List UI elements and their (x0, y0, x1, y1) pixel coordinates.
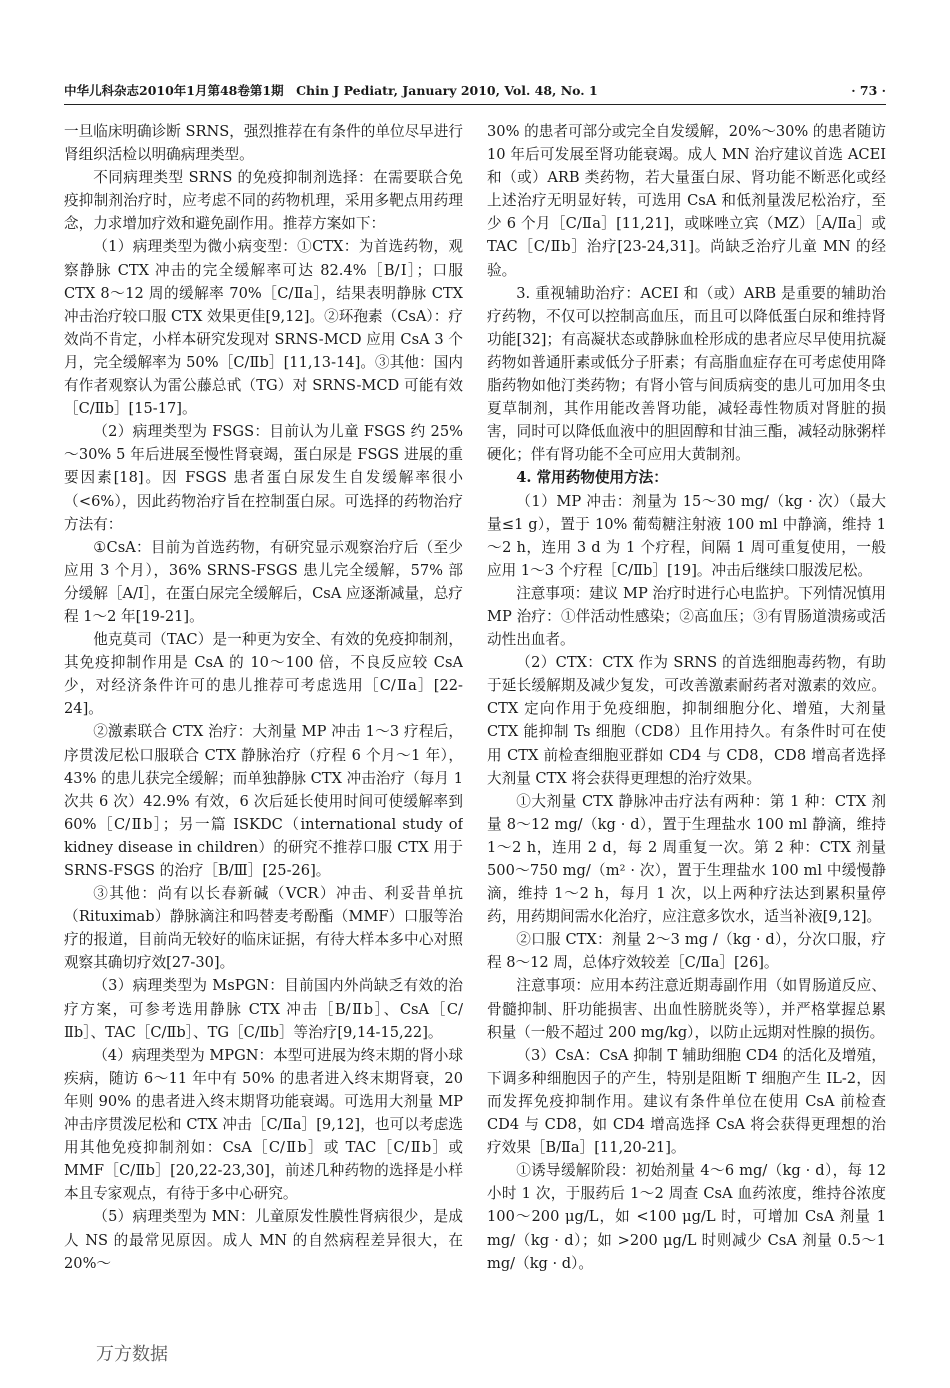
right-column (487, 120, 886, 1338)
paragraph: ①诱导缓解阶段：初始剂量 4～6 mg/（kg · d），每 12 小时 1 次，于服药后 1～2 周查 CsA 血药浓度，维持谷浓度 100～200 μg/L，如 <100 μg/L 时，可增加 CsA 剂量 1 mg/（kg · d）；如 >200 μg/L 时则减少 CsA 剂量 0.5～1 mg/（kg · d）。 (487, 1162, 886, 1272)
paragraph: （3）CsA：CsA 抑制 T 辅助细胞 CD4 的活化及增殖，下调多种细胞因子的产生，特别是阻断 T 细胞产生 IL-2，因而发挥免疫抑制作用。建议有条件单位在使用 CsA 前检查 CD4 与 CD8，如 CD4 增高选择 CsA 将会获得更理想的治疗效果［B/Ⅱa］[11,20-21]。 (487, 1046, 886, 1157)
paragraph: ①CsA：目前为首选药物，有研究显示观察治疗后（至少应用 3 个月），36% SRNS-FSGS 患儿完全缓解，57% 部分缓解［A/Ⅰ］，在蛋白尿完全缓解后，CsA 应逐渐减量，总疗程 1～2 年[19-21]。 (64, 538, 463, 625)
paragraph: ②口服 CTX：剂量 2～3 mg /（kg · d），分次口服，疗程 8～12 周，总体疗效较差［C/Ⅱa］[26]。 (487, 931, 886, 972)
paragraph: 注意事项：应用本药注意近期毒副作用（如胃肠道反应、骨髓抑制、肝功能损害、出血性膀胱炎等），并严格掌握总累积量（一般不超过 200 mg/kg），以防止远期对性腺的损伤。 (487, 977, 886, 1041)
paragraph: 3. 重视辅助治疗：ACEI 和（或）ARB 是重要的辅助治疗药物，不仅可以控制高血压，而且可以降低蛋白尿和维持肾功能[32]；有高凝状态或静脉血栓形成的患者应尽早使用抗凝药物如普通肝素或低分子肝素；有高脂血症存在可考虑使用降脂药物如他汀类药物；有肾小管与间质病变的患儿可加用冬虫夏草制剂，其作用能改善肾功能，减轻毒性物质对肾脏的损害，同时可以降低血液中的胆固醇和甘油三酯，减轻动脉粥样硬化；伴有肾功能不全可应用大黄制剂。 (487, 284, 886, 464)
paragraph: （3）病理类型为 MsPGN：目前国内外尚缺乏有效的治疗方案，可参考选用静脉 CTX 冲击［B/Ⅱb］、CsA［C/Ⅱb］、TAC［C/Ⅱb］、TG［C/Ⅱb］等治疗[9,14-15,22]。 (64, 977, 463, 1041)
page-number: · 73 · (851, 83, 886, 98)
paragraph: 不同病理类型 SRNS 的免疫抑制剂选择：在需要联合免疫抑制剂治疗时，应考虑不同的药物机理，采用多靶点用药理念，力求增加疗效和避免副作用。推荐方案如下： (64, 169, 463, 233)
paragraph: （4）病理类型为 MPGN：本型可进展为终末期的肾小球疾病，随访 6～11 年中有 50% 的患者进入终末期肾衰，20 年则 90% 的患者进入终末期肾功能衰竭。可选用大剂量 MP 冲击序贯泼尼松和 CTX 冲击［C/Ⅱa］[9,12]，也可以考虑选用其他免疫抑制剂如：CsA［C/Ⅱb］或 TAC［C/Ⅱb］或 MMF［C/Ⅱb］[20,22-23,30]，前述几种药物的选择是小样本且专家观点，有待于多中心研究。 (64, 1046, 463, 1203)
running-header (64, 80, 886, 102)
paragraph: （5）病理类型为 MN：儿童原发性膜性肾病很少，是成人 NS 的最常见原因。成人 MN 的自然病程差异很大，在 20%～ (64, 1208, 463, 1272)
header-rule (64, 104, 886, 105)
paragraph: 一旦临床明确诊断 SRNS，强烈推荐在有条件的单位尽早进行肾组织活检以明确病理类型。 (64, 123, 463, 164)
section-heading: 4. 常用药物使用方法： (516, 469, 668, 487)
left-column (64, 120, 463, 1338)
paragraph: （2）CTX：CTX 作为 SRNS 的首选细胞毒药物，有助于延长缓解期及减少复发，可改善激素耐药者对激素的效应。CTX 定向作用于免疫细胞，抑制细胞分化、增殖，大剂量 CTX 能抑制 Ts 细胞（CD8）且作用持久。有条件时可在使用 CTX 前检查细胞亚群如 CD4 与 CD8，CD8 增高者选择大剂量 CTX 将会获得更理想的治疗效果。 (487, 654, 886, 787)
paragraph: ②激素联合 CTX 治疗：大剂量 MP 冲击 1～3 疗程后，序贯泼尼松口服联合 CTX 静脉治疗（疗程 6 个月～1 年），43% 的患儿获完全缓解；而单独静脉 CTX 冲击治疗（每月 1 次共 6 次）42.9% 有效，6 次后延长使用时间可使缓解率到 60%［C/Ⅱb］；另一篇 ISKDC（international study of kidney disease in children）的研究不推荐口服 CTX 用于 SRNS-FSGS 的治疗［B/Ⅲ］[25-26]。 (64, 723, 463, 879)
paragraph: 他克莫司（TAC）是一种更为安全、有效的免疫抑制剂，其免疫抑制作用是 CsA 的 10～100 倍，不良反应较 CsA 少，对经济条件许可的患儿推荐可考虑选用［C/Ⅱa］[22-24]。 (64, 631, 463, 718)
paragraph: 30% 的患者可部分或完全自发缓解，20%～30% 的患者随访 10 年后可发展至肾功能衰竭。成人 MN 治疗建议首选 ACEI 和（或）ARB 类药物，若大量蛋白尿、肾功能不断恶化或经上述治疗无明显好转，可选用 CsA 和低剂量泼尼松治疗，至少 6 个月［C/Ⅱa］[11,21]，或咪唑立宾（MZ）［A/Ⅱa］或 TAC［C/Ⅱb］治疗[23-24,31]。尚缺乏治疗儿童 MN 的经验。 (487, 123, 886, 279)
paragraph: （2）病理类型为 FSGS：目前认为儿童 FSGS 约 25%～30% 5 年后进展至慢性肾衰竭，蛋白尿是 FSGS 进展的重要因素[18]。因 FSGS 患者蛋白尿发生自发缓解率很小（<6%），因此药物治疗旨在控制蛋白尿。可选择的药物治疗方法有： (64, 423, 463, 533)
journal-citation: 中华儿科杂志2010年1月第48卷第1期 Chin J Pediatr, January 2010, Vol. 48, No. 1 (64, 83, 598, 98)
paragraph: ①大剂量 CTX 静脉冲击疗法有两种：第 1 种：CTX 剂量 8～12 mg/（kg · d），置于生理盐水 100 ml 静滴，维持 1～2 h，连用 2 d，每 2 周重复一次。第 2 种：CTX 剂量 500～750 mg/（m² · 次），置于生理盐水 100 ml 中缓慢静滴，维持 1～2 h，每月 1 次，以上两种疗法达到累积量停药，用药期间需水化治疗，应注意多饮水，适当补液[9,12]。 (487, 792, 886, 926)
paragraph: （1）病理类型为微小病变型：①CTX：为首选药物，观察静脉 CTX 冲击的完全缓解率可达 82.4%［B/Ⅰ］；口服 CTX 8～12 周的缓解率 70%［C/Ⅱa］，结果表明静脉 CTX 冲击治疗较口服 CTX 效果更佳[9,12]。②环孢素（CsA）：疗效尚不肯定，小样本研究发现对 SRNS-MCD 应用 CsA 3 个月，完全缓解率为 50%［C/Ⅱb］[11,13-14]。③其他：国内有作者观察认为雷公藤总甙（TG）对 SRNS-MCD 可能有效［C/Ⅱb］[15-17]。 (64, 238, 463, 418)
paragraph: ③其他：尚有以长春新碱（VCR）冲击、利妥昔单抗（Rituximab）静脉滴注和吗替麦考酚酯（MMF）口服等治疗的报道，目前尚无较好的临床证据，有待大样本多中心对照观察其确切疗效[27-30]。 (64, 885, 463, 972)
watermark-footer: 万方数据 (96, 1344, 168, 1365)
paragraph: 注意事项：建议 MP 治疗时进行心电监护。下列情况慎用 MP 治疗：①伴活动性感染；②高血压；③有胃肠道溃疡或活动性出血者。 (487, 584, 886, 649)
paragraph: （1）MP 冲击：剂量为 15～30 mg/（kg · 次）（最大量≤1 g），置于 10% 葡萄糖注射液 100 ml 中静滴，维持 1～2 h，连用 3 d 为 1 个疗程，间隔 1 周可重复使用，一般应用 1～3 个疗程［C/Ⅱb］[19]。冲击后继续口服泼尼松。 (487, 492, 886, 579)
